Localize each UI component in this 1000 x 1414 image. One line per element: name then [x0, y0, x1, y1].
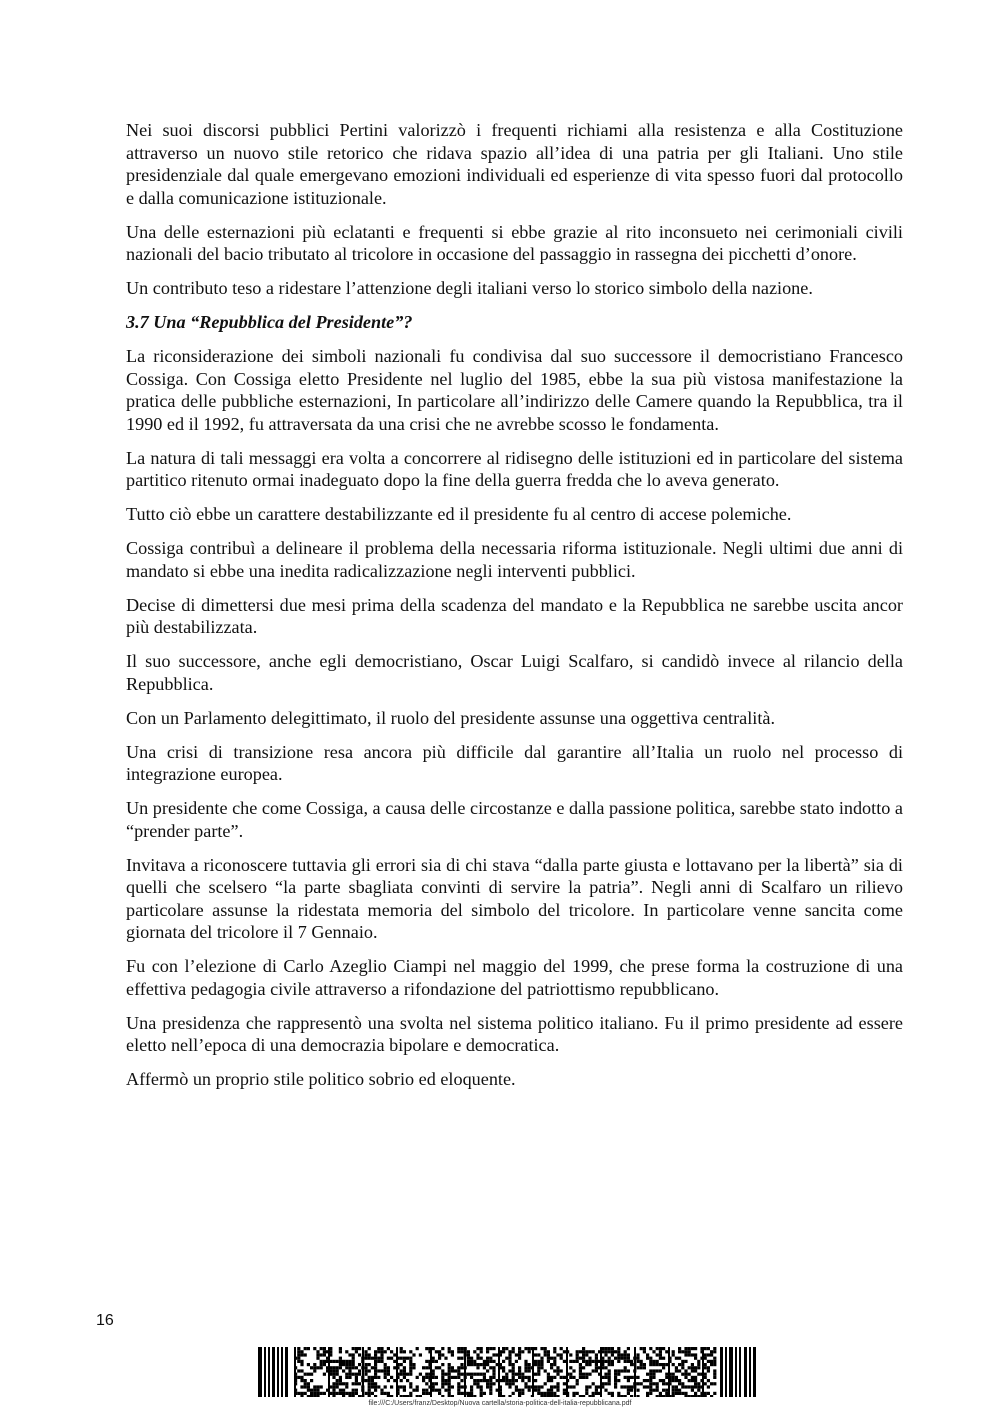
- paragraph: Fu con l’elezione di Carlo Azeglio Ciampi nel maggio del 1999, che prese forma la costruzione di una effettiva pedagogia civile attraverso a rifondazione del patriottismo repubblicano.: [126, 956, 903, 999]
- paragraph: Un contributo teso a ridestare l’attenzione degli italiani verso lo storico simbolo della nazione.: [126, 278, 813, 298]
- paragraph: Una delle esternazioni più eclatanti e frequenti si ebbe grazie al rito inconsueto nei cerimoniali civili nazionali del bacio tributato al tricolore in occasione del passaggio in rassegna dei picchetti d’onore.: [126, 221, 903, 264]
- file-path: file:///C:/Users/franz/Desktop/Nuova cartella/storia-politica-dell-italia-repubblicana.pdf: [368, 1400, 632, 1407]
- paragraph: Tutto ciò ebbe un carattere destabilizzante ed il presidente fu al centro di accese polemiche.: [126, 504, 792, 524]
- paragraph: Il suo successore, anche egli democristiano, Oscar Luigi Scalfaro, si candidò invece al rilancio della Repubblica.: [126, 651, 903, 694]
- paragraph: Cossiga contribuì a delineare il problema della necessaria riforma istituzionale. Negli ultimi due anni di mandato si ebbe una inedita radicalizzazione negli interventi pubblici.: [126, 538, 903, 581]
- paragraph: Una crisi di transizione resa ancora più difficile dal garantire all’Italia un ruolo nel processo di integrazione europea.: [126, 741, 903, 784]
- barcode-image: [258, 1347, 756, 1397]
- page-number: 16: [96, 1312, 114, 1329]
- paragraph: Invitava a riconoscere tuttavia gli errori sia di chi stava “dalla parte giusta e lottavano per la libertà” sia di quelli che scelsero “la parte sbagliata convinti di servire la patria”. Negli anni di Scalfaro un rilievo particolare assunse la ridestata memoria del simbolo del tricolore. In particolare venne sancita come giornata del tricolore il 7 Gennaio.: [126, 854, 903, 942]
- paragraph: Con un Parlamento delegittimato, il ruolo del presidente assunse una oggettiva centralità.: [126, 707, 776, 728]
- paragraph: Nei suoi discorsi pubblici Pertini valorizzò i frequenti richiami alla resistenza e alla Costituzione attraverso un nuovo stile retorico che ridava spazio all’idea di una patria per gli Italiani. Uno stile presidenziale dal quale emergevano emozioni individuali ed esperienze di vita spesso fuori dal protocollo e dalla comunicazione istituzionale.: [126, 120, 903, 208]
- paragraph: Un presidente che come Cossiga, a causa delle circostanze e dalla passione politica, sarebbe stato indotto a “prender parte”.: [126, 798, 903, 841]
- paragraph: La riconsiderazione dei simboli nazionali fu condivisa dal suo successore il democristiano Francesco Cossiga. Con Cossiga eletto Presidente nel luglio del 1985, ebbe la sua più vistosa manifestazione la pratica delle pubbliche esternazioni, In particolare all’indirizzo delle Camere quando la Repubblica, tra il 1990 ed il 1992, fu attraversata da una crisi che ne avrebbe scosso le fondamenta.: [126, 346, 903, 434]
- document-body: [126, 119, 903, 1102]
- paragraph: La natura di tali messaggi era volta a concorrere al ridisegno delle istituzioni ed in particolare del sistema partitico ritenuto ormai inadeguato dopo la fine della guerra fredda che lo aveva generato.: [126, 447, 903, 490]
- paragraph: Una presidenza che rappresentò una svolta nel sistema politico italiano. Fu il primo presidente ad essere eletto nell’epoca di una democrazia bipolare e democratica.: [126, 1012, 903, 1055]
- section-heading: 3.7 Una “Repubblica del Presidente”?: [126, 312, 413, 332]
- paragraph: Decise di dimettersi due mesi prima della scadenza del mandato e la Repubblica ne sarebbe uscita ancor più destabilizzata.: [126, 594, 903, 637]
- paragraph: Affermò un proprio stile politico sobrio ed eloquente.: [126, 1069, 516, 1089]
